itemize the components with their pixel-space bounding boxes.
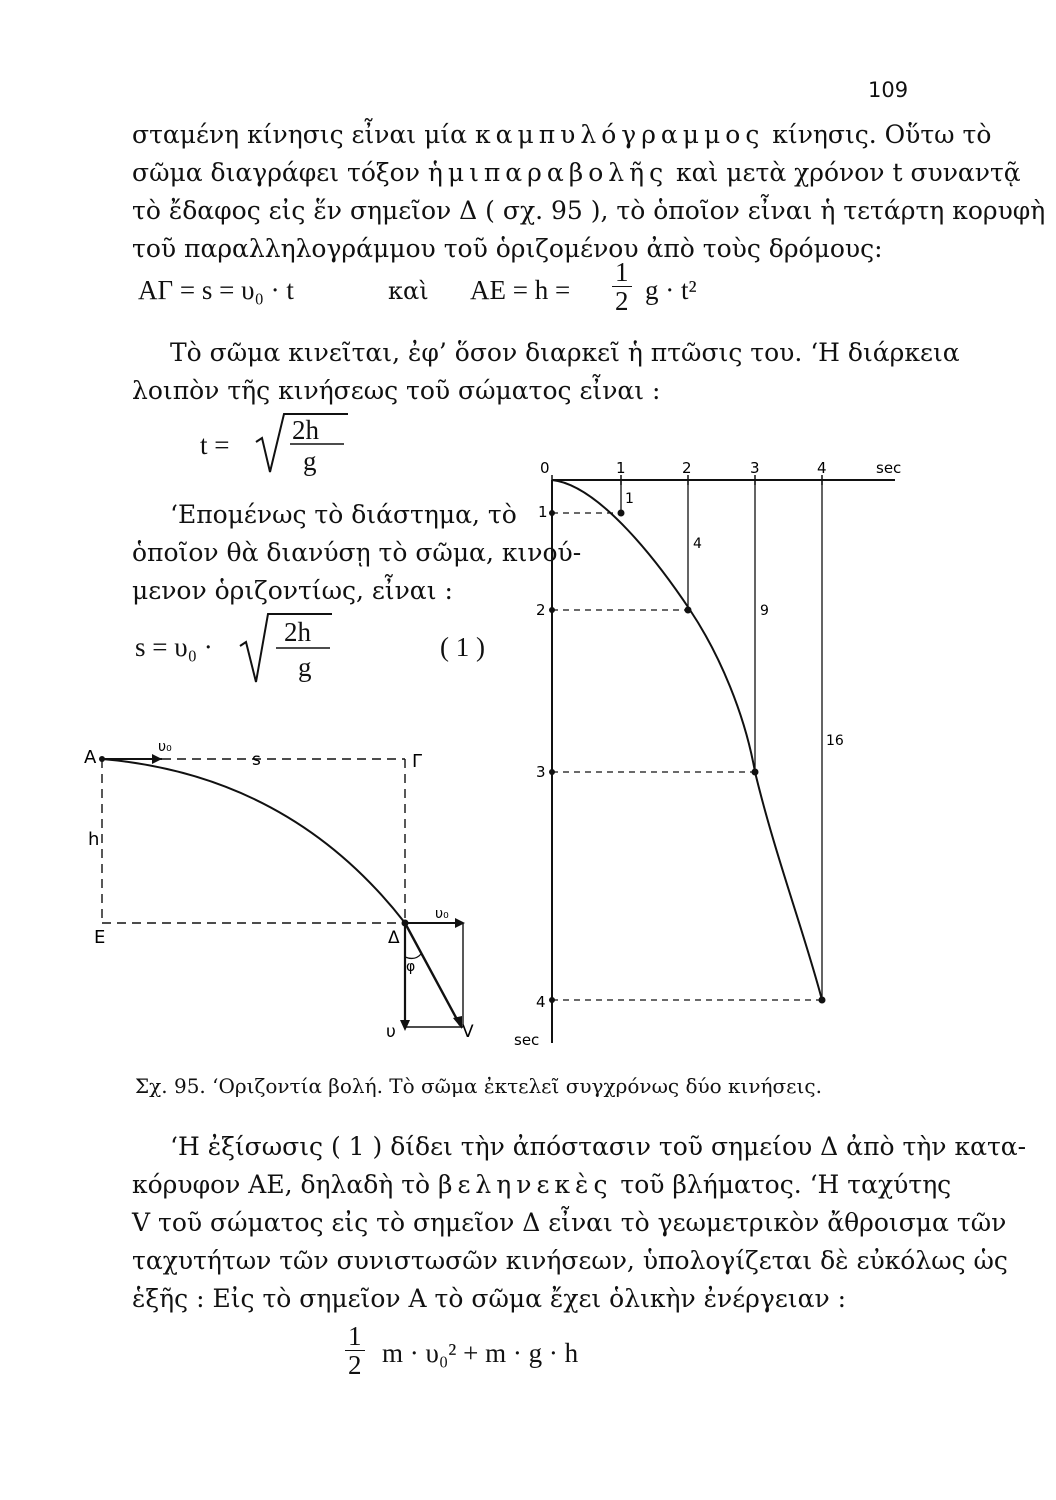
label-v0-right: υ₀	[435, 906, 449, 922]
eq2-den: g	[303, 446, 317, 476]
eq4-fraction	[345, 1322, 365, 1379]
intro-line-1-text: σταμένη κίνησις εἶναι μία	[132, 120, 475, 149]
y-tick-3: 3	[536, 763, 546, 781]
para3-line-2: ὁποῖον θὰ διανύσῃ τὸ σῶμα, κινού-	[132, 538, 582, 567]
u-arrowhead	[400, 1020, 410, 1031]
x-unit: sec	[876, 459, 902, 477]
intro-line-2	[132, 158, 1021, 187]
para4-line-2-tail: τοῦ βλήματος. ‘Η ταχύτης	[612, 1170, 952, 1199]
label-G: Γ	[412, 751, 423, 772]
eq2-num: 2h	[292, 415, 319, 445]
eq1-frac-den: 2	[615, 286, 629, 316]
x-tick-1: 1	[616, 459, 626, 477]
y-tick-4: 4	[536, 993, 546, 1011]
eq1-left: ΑΓ = s = υ₀ · t	[138, 275, 294, 305]
v0-top-arrowhead	[152, 754, 162, 764]
intro-line-2-text: σῶμα διαγράφει τόξον	[132, 158, 428, 187]
page-number: 109	[868, 78, 909, 102]
point-2	[685, 607, 692, 614]
x-tick-0: 0	[540, 459, 550, 477]
label-E: Ε	[94, 927, 106, 948]
intro-line-1-tail: κίνησις. Οὕτω τὸ	[764, 120, 992, 149]
eq1-right-post: g · t²	[645, 275, 697, 305]
fall-curve	[552, 480, 822, 1000]
intro-line-3: τὸ ἔδαφος εἰς ἕν σημεῖον Δ ( σχ. 95 ), τὸ ὁποῖον εἶναι ἡ τετάρτη κορυφὴ	[132, 196, 1046, 225]
eq4-rest: m · υ₀² + m · g · h	[382, 1338, 579, 1368]
para4-line-4: ταχυτήτων τῶν συνιστωσῶν κινήσεων, ὑπολογίζεται δὲ εὐκόλως ὡς	[132, 1246, 1008, 1275]
label-h: h	[88, 829, 100, 850]
eq1-fraction	[612, 258, 632, 315]
eq1-kai: καὶ	[388, 277, 429, 305]
intro-line-2-tail: καὶ μετὰ χρόνον t συναντᾷ	[668, 158, 1021, 187]
eq3-num: 2h	[284, 617, 311, 647]
drop-label-9: 9	[760, 603, 769, 619]
y-tick-2: 2	[536, 601, 546, 619]
intro-line-1	[132, 120, 991, 149]
eq4-frac-den: 2	[348, 1350, 362, 1380]
point-3	[752, 769, 759, 776]
label-V: V	[462, 1022, 474, 1042]
para3-line-3: μενον ὁριζοντίως, εἶναι :	[132, 576, 453, 605]
label-A: Α	[84, 747, 97, 768]
y-tick-1: 1	[538, 503, 548, 521]
x-tick-4: 4	[817, 459, 827, 477]
hmiparavolis-word: ἡμιπαραβολῆς	[427, 158, 669, 187]
eq2-lhs: t =	[200, 430, 230, 460]
y-unit: sec	[514, 1031, 540, 1049]
para4-line-1: ‘Η ἐξίσωσις ( 1 ) δίδει τὴν ἀπόστασιν τοῦ σημείου Δ ἀπὸ τὴν κατα-	[170, 1132, 1027, 1161]
para2-line-2: λοιπὸν τῆς κινήσεως τοῦ σώματος εἶναι :	[132, 376, 661, 405]
drop-label-16: 16	[826, 733, 844, 749]
label-u: υ	[386, 1022, 396, 1042]
point-A	[99, 756, 105, 762]
kampylogrammos-word: καμπυλόγραμμος	[474, 120, 765, 149]
intro-line-4: τοῦ παραλληλογράμμου τοῦ ὁριζομένου ἀπὸ τοὺς δρόμους:	[132, 234, 883, 263]
para3-line-1: ‘Επομένως τὸ διάστημα, τὸ	[170, 500, 517, 529]
drop-label-1: 1	[625, 491, 634, 507]
point-1	[618, 510, 625, 517]
figure-right-fall	[510, 455, 910, 1050]
x-tick-2: 2	[682, 459, 692, 477]
label-v0-top: υ₀	[158, 739, 172, 755]
label-D: Δ	[388, 928, 400, 948]
figure-left-projectile	[80, 735, 500, 1045]
eq4-frac-num: 1	[345, 1322, 365, 1351]
phi-arc	[405, 954, 421, 958]
para2-line-1: Τὸ σῶμα κινεῖται, ἐφ’ ὅσον διαρκεῖ ἡ πτῶσις του. ‘Η διάρκεια	[170, 338, 960, 367]
para4-line-5: ἑξῆς : Εἰς τὸ σημεῖον Α τὸ σῶμα ἔχει ὁλικὴν ἐνέργειαν :	[132, 1284, 847, 1313]
eq3-tag: ( 1 )	[440, 632, 485, 662]
velinekes-word: βεληνεκὲς	[438, 1170, 613, 1199]
trajectory-curve	[102, 759, 405, 923]
drop-label-4: 4	[693, 536, 702, 552]
x-tick-3: 3	[750, 459, 760, 477]
para4-line-2-text: κόρυφον ΑΕ, δηλαδὴ τὸ	[132, 1170, 439, 1199]
label-phi: φ	[406, 959, 416, 975]
point-4	[819, 997, 826, 1004]
eq3-lhs: s = υ₀ ·	[135, 632, 213, 662]
eq1-right-pre: ΑΕ = h =	[470, 275, 571, 305]
label-s: s	[252, 750, 261, 770]
para4-line-3: V τοῦ σώματος εἰς τὸ σημεῖον Δ εἶναι τὸ γεωμετρικὸν ἄθροισμα τῶν	[132, 1208, 1007, 1237]
eq1-frac-num: 1	[612, 258, 632, 287]
figure-caption: Σχ. 95. ‘Οριζοντία βολή. Τὸ σῶμα ἐκτελεῖ συγχρόνως δύο κινήσεις.	[135, 1074, 822, 1098]
para4-line-2	[132, 1170, 951, 1199]
eq3-den: g	[298, 652, 312, 682]
